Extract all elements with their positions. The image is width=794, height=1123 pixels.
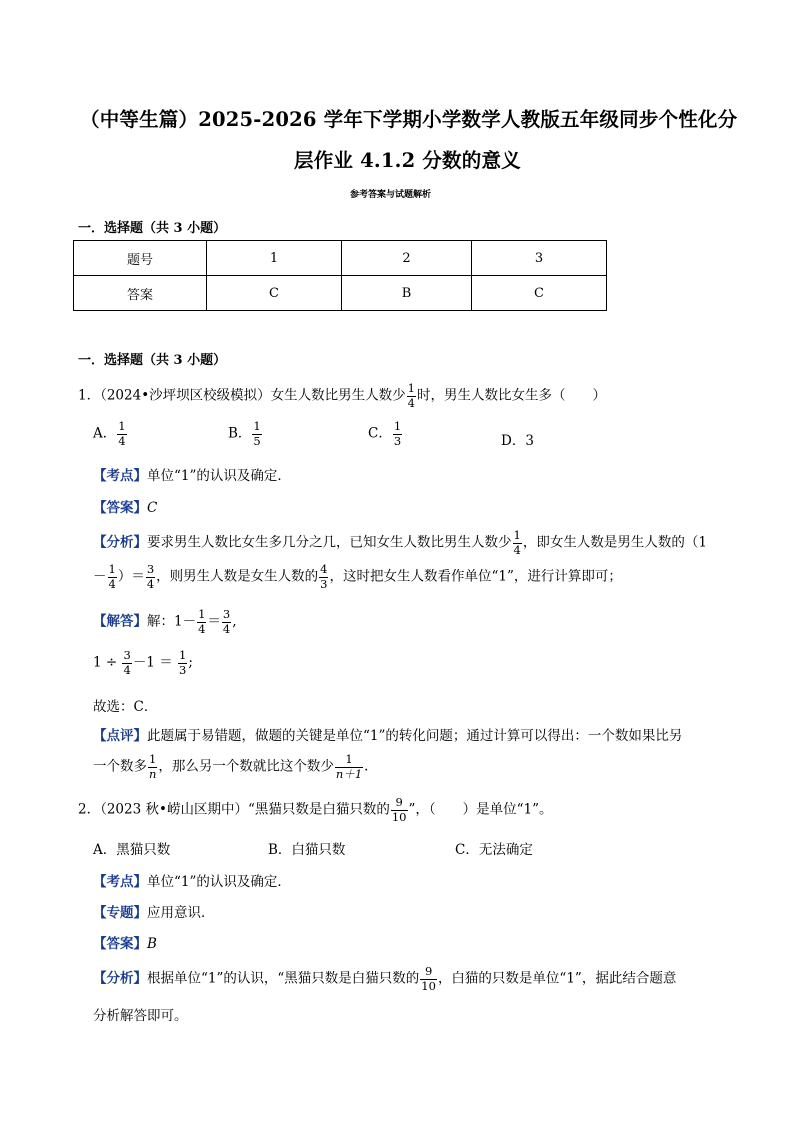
option-a: A． $\frac{1}{4}$ [93,419,126,448]
q1-answer: 【答案】C [93,500,158,516]
q1-solution-line-2: 1 ÷ $\frac{3}{4}$ －1 ＝ $\frac{1}{3}$ ; [93,648,193,677]
table-cell: 2 [341,241,471,276]
q2-answer: 【答案】B [93,936,157,952]
q1-comment-line-2: 一个数多 $\frac{1}{n}$ ，那么另一个数就比这个数少 $\frac{1}{n+1}$ . [93,752,369,781]
option-b: B． $\frac{1}{5}$ [228,419,261,448]
option-c: C． $\frac{1}{3}$ [368,419,402,448]
page-title-line-2: 层作业 4.1.2 分数的意义 [294,149,521,172]
q2-analysis-line-2: 分析解答即可。 [93,1008,188,1024]
table-row [74,241,607,276]
table-cell: 1 [207,241,342,276]
question-1-stem [78,383,606,409]
table-cell: C [472,276,607,311]
table-cell: C [207,276,342,311]
q2-option-a: A．黑猫只数 [93,842,171,858]
q2-option-b: B．白猫只数 [268,842,346,858]
q1-solution-line-1: 【解答】解：1－ $\frac{1}{4}$ ＝ $\frac{3}{4}$ , [93,607,237,636]
option-d: D．3 [501,433,534,449]
tag-fenxi: 【分析】 [93,534,147,551]
table-cell: 3 [472,241,607,276]
tag-daan: 【答案】 [93,500,147,516]
table-cell: B [341,276,471,311]
q2-zhuanti: 【专题】应用意识． [93,905,215,921]
section-heading: 一．选择题（共 3 小题） [78,221,227,236]
table-header-cell: 答案 [74,276,207,311]
tag-kaodian: 【考点】 [93,468,147,484]
q2-option-c: C．无法确定 [455,842,533,858]
fraction: $\frac{1}{4}$ [407,381,415,410]
question-1-stem-text-2: 时，男生人数比女生多（ ） [417,387,606,404]
question-2-stem: 2．（2023 秋•崂山区期中）“黑猫只数是白猫只数的 $\frac{9}{10}$ ”，（ ）是单位“1”。 [78,795,553,824]
q2-analysis-line-1: 【分析】根据单位“1”的认识，“黑猫只数是白猫只数的 $\frac{9}{10}$ ，白猫的只数是单位“1”，据此结合题意 [93,964,677,993]
q1-conclusion: 故选：C． [93,699,158,715]
q1-kaodian: 【考点】单位“1”的认识及确定． [93,468,291,484]
tag-dianping: 【点评】 [93,728,147,744]
page-title-line-1: （中等生篇）2025-2026 学年下学期小学数学人教版五年级同步个性化分 [80,108,738,131]
table-header-cell: 题号 [74,241,207,276]
question-1-stem-text: 1．（2024•沙坪坝区校级模拟）女生人数比男生人数少 [78,387,406,404]
section-heading-2: 一．选择题（共 3 小题） [78,353,227,368]
q1-analysis-line-1: 【分析】要求男生人数比女生多几分之几，已知女生人数比男生人数少 $\frac{1}{4}$ ，即女生人数是男生人数的（1 [93,528,707,557]
q1-comment-line-1: 【点评】此题属于易错题，做题的关键是单位“1”的转化问题；通过计算可以得出：一个数如果比另 [93,728,683,744]
table-row [74,276,607,311]
answer-table [73,240,607,311]
q1-analysis-line-2: － $\frac{1}{4}$ ）＝ $\frac{3}{4}$ ，则男生人数是女生人数的 $\frac{4}{3}$ ，这时把女生人数看作单位“1”，进行计算即可； [93,562,622,591]
tag-jieda: 【解答】 [93,613,147,630]
q2-kaodian: 【考点】单位“1”的认识及确定． [93,874,291,890]
page-subtitle: 参考答案与试题解析 [350,190,432,200]
